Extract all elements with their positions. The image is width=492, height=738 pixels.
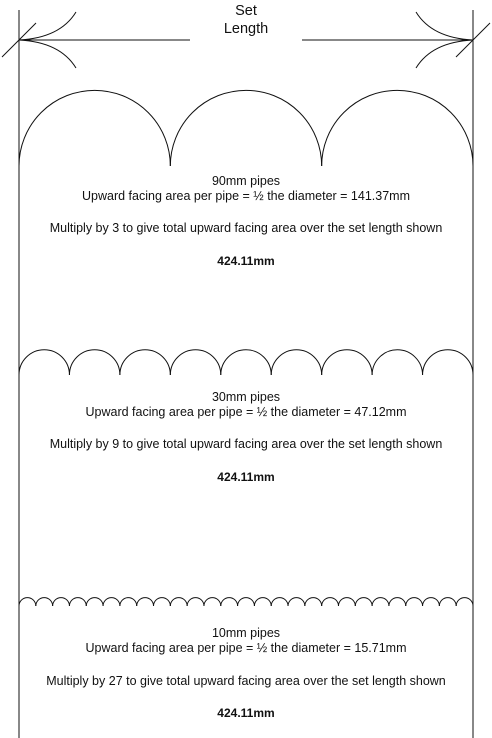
pipe-30mm-arc	[271, 350, 321, 375]
pipes-30mm-row	[19, 350, 473, 375]
pipe-30mm-arc	[69, 350, 119, 375]
pipe-10mm-arc	[86, 598, 103, 606]
pipes-90mm-title: 90mm pipes	[211, 174, 281, 188]
pipes-10mm-row	[19, 598, 473, 606]
pipes-90mm-total: 424.11mm	[217, 254, 275, 268]
pipe-10mm-arc	[69, 598, 86, 606]
set-length-label-line1: Set	[235, 3, 257, 19]
pipes-10mm-multiply: Multiply by 27 to give total upward facing area over the set length shown	[46, 674, 446, 688]
pipe-10mm-arc	[221, 598, 238, 606]
pipe-10mm-arc	[423, 598, 440, 606]
pipe-30mm-arc	[170, 350, 220, 375]
pipes-10mm-area: Upward facing area per pipe = ½ the diameter = 15.71mm	[85, 641, 407, 655]
pipe-10mm-arc	[103, 598, 120, 606]
pipe-90mm-arc	[322, 90, 473, 166]
pipe-10mm-arc	[53, 598, 70, 606]
pipe-10mm-arc	[322, 598, 339, 606]
pipe-10mm-arc	[19, 598, 36, 606]
pipe-10mm-arc	[170, 598, 187, 606]
pipe-10mm-arc	[271, 598, 288, 606]
pipe-30mm-arc	[423, 350, 473, 375]
pipe-10mm-arc	[406, 598, 423, 606]
pipe-90mm-arc	[19, 90, 170, 166]
pipe-10mm-arc	[389, 598, 406, 606]
pipe-10mm-arc	[456, 598, 473, 606]
pipe-10mm-arc	[137, 598, 154, 606]
pipe-10mm-arc	[187, 598, 204, 606]
set-length-label-line2: Length	[223, 21, 269, 37]
pipe-10mm-arc	[238, 598, 255, 606]
pipes-30mm-title: 30mm pipes	[211, 390, 281, 404]
pipes-90mm-multiply: Multiply by 3 to give total upward facing area over the set length shown	[49, 221, 443, 235]
pipe-30mm-arc	[120, 350, 170, 375]
pipe-30mm-arc	[322, 350, 372, 375]
pipe-10mm-arc	[372, 598, 389, 606]
pipe-10mm-arc	[355, 598, 372, 606]
pipe-90mm-arc	[170, 90, 321, 166]
pipe-30mm-arc	[19, 350, 69, 375]
pipes-30mm-area: Upward facing area per pipe = ½ the diameter = 47.12mm	[85, 405, 407, 419]
pipe-10mm-arc	[36, 598, 53, 606]
pipes-30mm-total: 424.11mm	[217, 470, 275, 484]
pipes-10mm-title: 10mm pipes	[211, 626, 281, 640]
pipe-10mm-arc	[338, 598, 355, 606]
pipe-10mm-arc	[254, 598, 271, 606]
pipes-90mm-area: Upward facing area per pipe = ½ the diameter = 141.37mm	[82, 189, 410, 203]
pipe-10mm-arc	[305, 598, 322, 606]
pipe-10mm-arc	[154, 598, 171, 606]
pipe-10mm-arc	[120, 598, 137, 606]
pipes-90mm-row	[19, 90, 473, 166]
pipe-30mm-arc	[372, 350, 422, 375]
pipe-30mm-arc	[221, 350, 271, 375]
pipe-10mm-arc	[288, 598, 305, 606]
pipe-10mm-arc	[439, 598, 456, 606]
pipe-10mm-arc	[204, 598, 221, 606]
pipes-30mm-multiply: Multiply by 9 to give total upward facing area over the set length shown	[49, 437, 443, 451]
pipes-10mm-total: 424.11mm	[217, 706, 275, 720]
